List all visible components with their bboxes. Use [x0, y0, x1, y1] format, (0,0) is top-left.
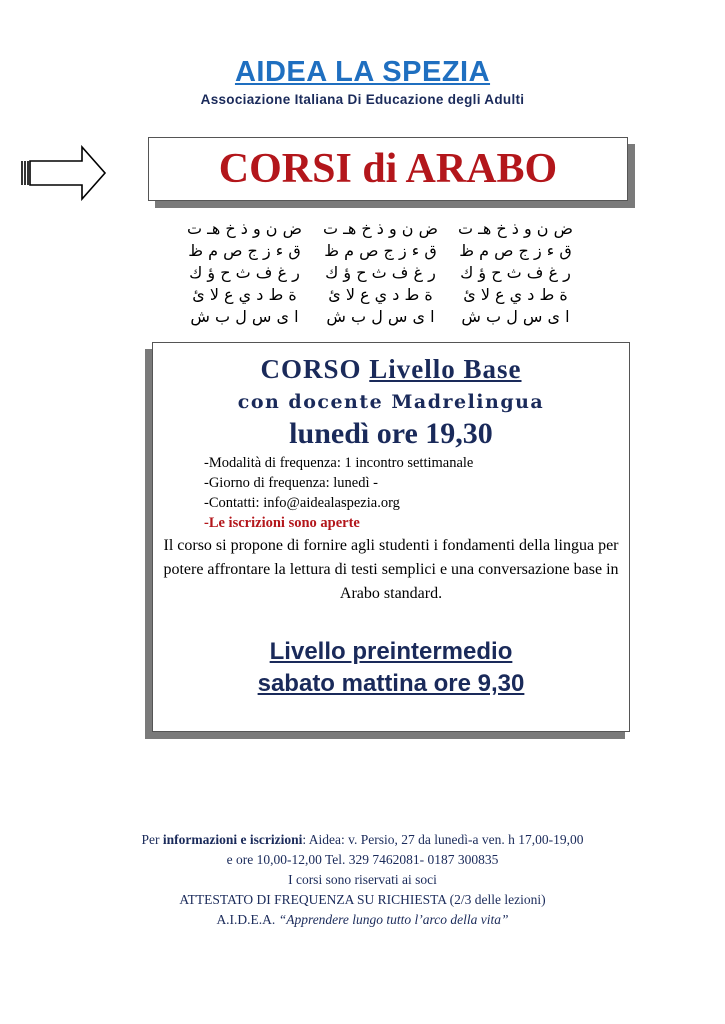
detail-day: -Giorno di frequenza: lunedì -	[204, 475, 378, 491]
course-heading	[152, 354, 630, 385]
arabic-alphabet-block-left	[182, 218, 307, 328]
detail-contacts: -Contatti: info@aidealaspezia.org	[204, 495, 400, 511]
footer-hours-line: e ore 10,00-12,00 Tel. 329 7462081- 0187 300835	[226, 852, 499, 867]
arabic-line: ق ء ز ج ص م ظ	[459, 241, 572, 260]
arabic-line: ا ى س ل ب ش	[190, 307, 299, 326]
arabic-line: ق ء ز ج ص م ظ	[324, 241, 437, 260]
arabic-line: ر غ ف ث ح ؤ ك	[325, 263, 436, 282]
arabic-line: ض ن و ذ خ هـ ت	[187, 219, 302, 238]
detail-registrations: -Le iscrizioni sono aperte	[204, 515, 360, 531]
course-pre-schedule: sabato mattina ore 9,30	[257, 670, 525, 697]
arabic-alphabet-block-right	[453, 218, 578, 328]
arabic-line: ة ط د ي ع لا ئ	[192, 285, 297, 304]
course-pre-level: Livello preintermedio	[269, 638, 513, 665]
course-details	[152, 453, 630, 533]
course-schedule: lunedì ore 19,30	[289, 417, 493, 450]
footer-motto: “Apprendere lungo tutto l’arco della vita”	[278, 912, 509, 927]
footer-info-rest: : Aidea: v. Persio, 27 da lunedì-a ven. h 17,00-19,00	[302, 832, 584, 847]
arabic-alphabet-block-center	[318, 218, 443, 328]
course-base-section	[152, 342, 630, 700]
footer-info-bold: informazioni e iscrizioni	[162, 832, 303, 847]
footer-certificate-line: ATTESTATO DI FREQUENZA SU RICHIESTA (2/3 delle lezioni)	[179, 892, 546, 907]
detail-frequency: -Modalità di frequenza: 1 incontro settimanale	[204, 455, 474, 471]
footer-info-line	[0, 830, 725, 850]
arabic-line: ض ن و ذ خ هـ ت	[458, 219, 573, 238]
org-subtitle: Associazione Italiana Di Educazione degli Adulti	[200, 92, 525, 107]
arabic-line: ق ء ز ج ص م ظ	[188, 241, 301, 260]
arabic-line: ا ى س ل ب ش	[326, 307, 435, 326]
arabic-line: ر غ ف ث ح ؤ ك	[189, 263, 300, 282]
course-prefix: CORSO	[260, 354, 362, 384]
footer-info-prefix: Per	[141, 832, 163, 847]
right-arrow-icon	[18, 145, 108, 201]
arabic-line: ة ط د ي ع لا ئ	[463, 285, 568, 304]
course-description: Il corso si propone di fornire agli studenti i fondamenti della lingua per potere affrontare la lettura di testi semplici e una conversazione base in Arabo standard.	[163, 537, 619, 602]
footer-members-line: I corsi sono riservati ai soci	[288, 872, 437, 887]
footer-motto-line	[0, 910, 725, 930]
footer-motto-prefix: A.I.D.E.A.	[216, 912, 279, 927]
footer	[0, 830, 725, 930]
course-level: Livello Base	[369, 354, 522, 384]
arabic-line: ة ط د ي ع لا ئ	[328, 285, 433, 304]
org-title: AIDEA LA SPEZIA	[234, 56, 491, 88]
main-title: CORSI di ARABO	[218, 146, 558, 192]
course-teacher: con docente Madrelingua	[237, 391, 545, 413]
arabic-line: ض ن و ذ خ هـ ت	[323, 219, 438, 238]
arabic-line: ر غ ف ث ح ؤ ك	[460, 263, 571, 282]
arabic-line: ا ى س ل ب ش	[461, 307, 570, 326]
